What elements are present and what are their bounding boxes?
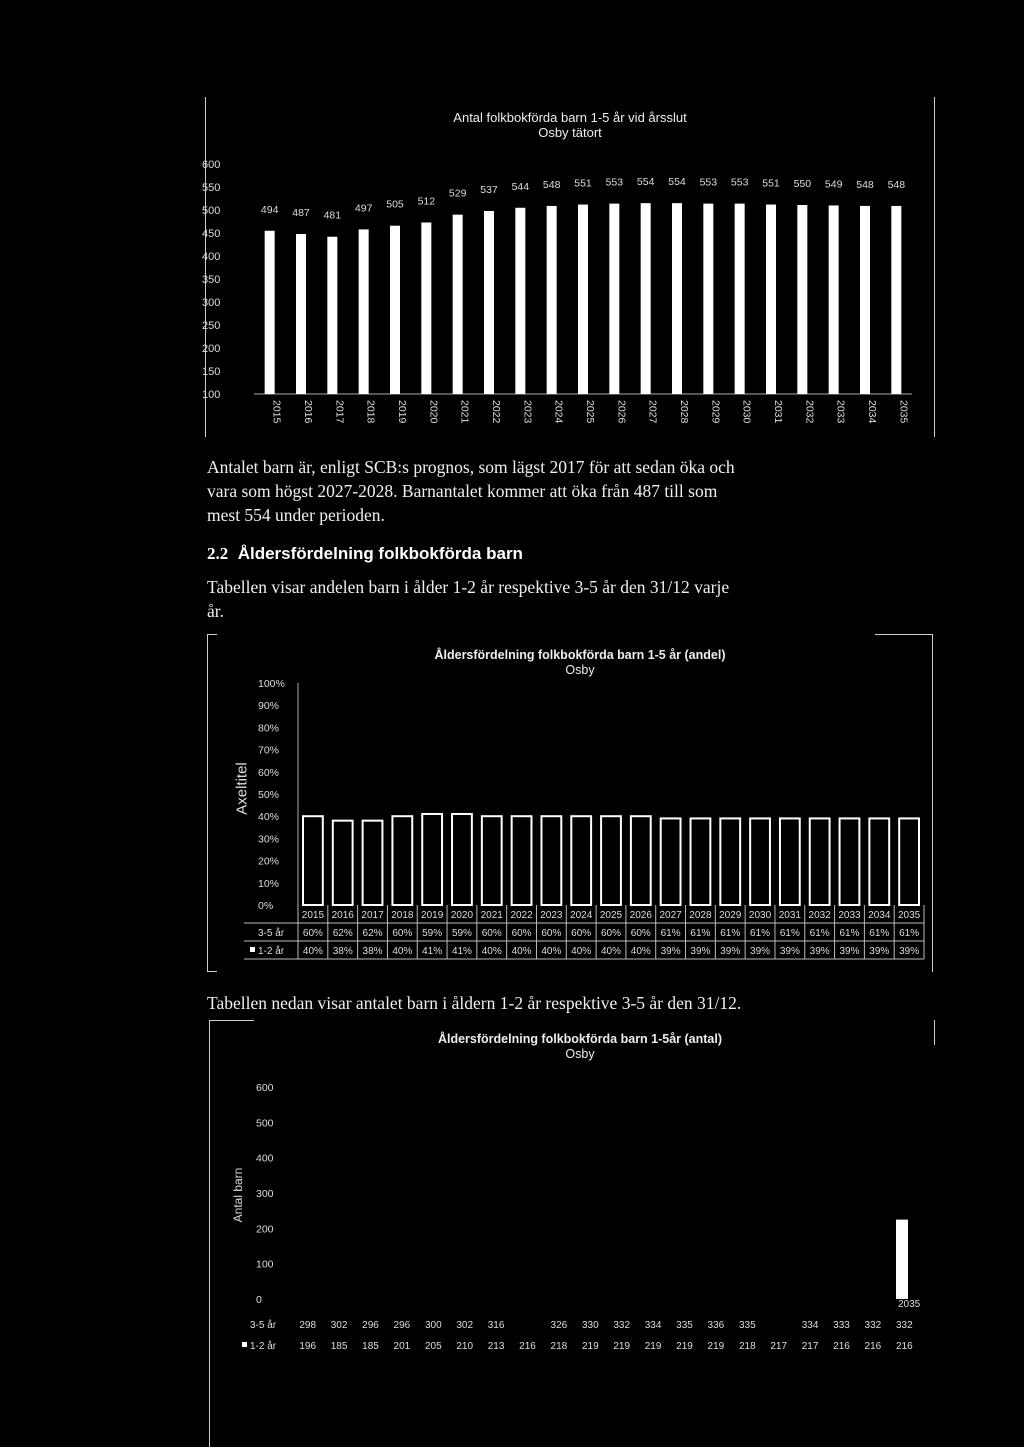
chart2-bar-1-2-ar [482,816,502,905]
chart3-table-cell: 216 [519,1341,536,1352]
chart1-data-label: 554 [668,176,686,189]
chart1-data-label: 548 [856,178,874,191]
chart2-table-cell: 40% [481,946,502,957]
chart1-bar [547,206,557,394]
chart2-frame-top [207,634,217,635]
chart2-bar-1-2-ar [363,821,383,905]
chart3-table-cell: 217 [801,1341,819,1352]
chart2-x-tick-label: 2019 [421,910,444,921]
paragraph-2: Tabellen nedan visar antalet barn i åldern 1-2 år respektive 3-5 år den 31/12. [207,993,742,1013]
chart3-table-cell: 213 [487,1341,505,1352]
chart1-bar [641,203,651,394]
chart3-table-cell: 216 [833,1341,850,1352]
chart2-bar-1-2-ar [631,816,651,905]
chart2-table-cell: 59% [451,928,472,939]
chart2-bar-chart [240,665,930,965]
chart3-table-cell: 333 [833,1320,850,1331]
chart3-table-cell: 326 [550,1320,568,1331]
chart1-bar [421,222,431,394]
chart1-x-tick-label: 2031 [772,400,784,424]
chart2-table-cell: 62% [332,928,353,939]
chart1-bar [703,204,713,394]
chart3-y-tick-label: 600 [256,1082,274,1094]
chart2-table-cell: 39% [690,946,711,957]
chart3-table-cell: 196 [299,1341,317,1352]
chart2-table-cell: 39% [899,946,920,957]
chart1-data-label: 553 [730,176,749,189]
chart3-table-cell: 219 [581,1341,599,1352]
chart1-data-label: 548 [542,178,561,191]
chart3-y-tick-label: 0 [256,1294,262,1306]
chart1-x-tick-label: 2022 [490,400,502,424]
chart2-bar-1-2-ar [661,818,681,905]
chart3-table-cell: 302 [330,1320,348,1331]
chart1-frame-right [934,97,935,437]
chart2-series-label: 1-2 år [258,946,285,957]
chart2-table-cell: 40% [600,946,622,957]
chart1-bar [265,231,275,394]
chart2-table-cell: 40% [630,946,651,957]
chart1-x-tick-label: 2027 [646,400,659,424]
chart2-table-cell: 39% [720,946,741,957]
chart1-data-label: 553 [605,176,624,189]
chart2-bar-1-2-ar [601,816,621,905]
chart2-table-cell: 61% [869,928,890,939]
chart1-x-tick-label: 2020 [427,400,440,424]
chart2-bar-1-2-ar [452,814,472,905]
chart3-table-cell: 330 [581,1320,599,1331]
chart2-x-tick-label: 2016 [331,910,354,921]
section-heading [207,544,523,564]
chart1-data-label: 551 [574,177,592,190]
paragraph-1-line: vara som högst 2027-2028. Barnantalet kommer att öka från 487 till som [207,481,718,501]
chart3-table-cell: 332 [864,1320,882,1331]
chart2-table-cell: 41% [422,946,443,957]
chart2-table-cell: 60% [571,928,592,939]
chart1-y-tick-label: 300 [202,297,221,309]
chart2-table-cell: 40% [392,946,413,957]
chart3-frame-top [209,1020,254,1021]
chart2-table-cell: 61% [720,928,741,939]
chart3-table-cell: 210 [456,1341,474,1352]
chart2-table-cell: 38% [362,946,383,957]
chart2-table-cell: 60% [600,928,622,939]
chart3-table-cell: 335 [676,1320,693,1331]
chart2-title: Åldersfördelning folkbokförda barn 1-5 år (andel) [434,648,726,662]
chart3-table-cell: 302 [456,1320,474,1331]
chart1-x-tick-label: 2015 [270,400,283,424]
chart1-data-label: 549 [824,178,843,191]
chart3-title: Åldersfördelning folkbokförda barn 1-5år (antal) [437,1032,723,1046]
paragraph-1-line: mest 554 under perioden. [207,505,385,525]
chart2-x-tick-label: 2026 [629,910,652,921]
section-title: Åldersfördelning folkbokförda barn [237,544,523,563]
chart1-data-label: 548 [887,178,906,191]
chart2-table-cell: 60% [392,928,413,939]
chart2-x-tick-label: 2024 [570,910,593,921]
chart3-table-cell: 216 [864,1341,882,1352]
chart1-bar [797,205,807,394]
chart1-data-label: 550 [793,178,812,190]
chart1-x-tick-label: 2033 [834,400,847,424]
chart1-bar [359,229,369,394]
chart3-y-tick-label: 100 [256,1258,274,1271]
chart3-series-label: 1-2 år [250,1341,277,1352]
chart2-bar-1-2-ar [780,818,800,905]
chart2-table-cell: 61% [690,928,711,939]
chart1-data-label: 487 [292,206,310,219]
chart2-bar-1-2-ar [750,818,770,905]
chart1-x-tick-label: 2028 [678,400,690,424]
chart3-table-cell: 205 [424,1341,442,1352]
chart2-series-label: 3-5 år [258,928,285,939]
chart1-data-label: 505 [386,198,404,211]
chart3-table-cell: 332 [895,1320,913,1331]
chart1-bar [484,211,494,394]
chart2-y-tick-label: 20% [258,855,280,868]
chart1-x-tick-label: 2034 [866,400,878,424]
chart2-x-tick-label: 2023 [540,910,563,921]
chart2-table-cell: 39% [809,946,830,957]
chart1-bar [515,208,525,394]
chart1-bar [829,205,839,394]
chart1-y-tick-label: 100 [202,389,221,401]
chart2-x-tick-label: 2033 [838,910,861,921]
chart2-table-cell: 61% [750,928,771,939]
chart2-legend-swatch [250,947,255,952]
chart2-y-tick-label: 90% [258,700,280,713]
chart1-bar [578,205,588,394]
chart1-y-tick-label: 450 [202,228,221,240]
chart1-y-tick-label: 350 [202,274,221,286]
chart2-bar-1-2-ar [392,816,412,905]
chart2-frame-bottom [207,971,217,972]
chart2-x-tick-label: 2021 [480,910,503,921]
chart2-table-cell: 38% [332,946,353,957]
chart2-table-cell: 40% [541,946,562,957]
chart1-data-label: 554 [636,176,655,189]
chart1-x-tick-label: 2030 [740,400,753,424]
chart2-table-cell: 60% [541,928,562,939]
paragraph-1 [207,455,827,527]
chart3-table-cell: 300 [424,1320,442,1331]
chart3-y-tick-label: 300 [256,1188,274,1200]
chart2-x-tick-label: 2025 [599,910,623,921]
chart2-y-tick-label: 30% [258,833,280,846]
section-intro-line: år. [207,601,225,621]
chart2-x-tick-label: 2018 [391,910,414,921]
chart2-bar-1-2-ar [810,818,830,905]
chart2-bar-1-2-ar [899,818,919,905]
chart2-bar-1-2-ar [303,816,323,905]
chart2-table-cell: 60% [511,928,532,939]
chart2-table-cell: 40% [302,946,323,957]
chart1-title: Antal folkbokförda barn 1-5 år vid årsslut [453,110,687,125]
chart3-frame-left [209,1020,210,1447]
chart1-x-tick-label: 2016 [302,400,314,424]
chart2-table-cell: 60% [630,928,651,939]
chart3-y-tick-label: 500 [256,1117,274,1130]
chart1-y-tick-label: 250 [202,320,221,332]
chart2-x-tick-label: 2034 [868,910,891,921]
chart1-bar [296,234,306,394]
section-intro-line: Tabellen visar andelen barn i ålder 1-2 år respektive 3-5 år den 31/12 varje [207,577,730,597]
chart1-y-tick-label: 550 [202,182,221,194]
chart2-table-cell: 39% [660,946,681,957]
chart2-subtitle: Osby [565,663,595,677]
section-number: 2.2 [207,544,229,563]
chart2-frame-right [932,634,933,972]
chart3-series-label: 3-5 år [250,1320,277,1331]
section-intro [207,575,827,623]
chart1-data-label: 553 [699,176,718,189]
chart2-y-tick-label: 50% [258,789,280,801]
chart2-table-cell: 39% [839,946,860,957]
chart1-data-label: 551 [762,177,780,190]
chart1-data-label: 481 [323,209,342,222]
chart2-table-cell: 61% [839,928,860,939]
chart3-table-cell: 219 [676,1341,693,1352]
chart1-x-tick-label: 2018 [364,400,377,424]
chart1-data-label: 537 [480,183,498,196]
chart3-table-cell: 217 [770,1341,788,1352]
chart3-table-cell: 334 [801,1320,819,1331]
chart2-x-tick-label: 2032 [808,910,831,921]
chart2-x-tick-label: 2030 [748,910,772,921]
chart1-x-tick-label: 2017 [333,400,346,424]
chart3-table-cell: 201 [393,1341,411,1352]
chart2-bar-1-2-ar [333,821,353,905]
chart1-y-tick-label: 500 [202,205,221,217]
chart2-frame-top-right [875,634,933,635]
chart3-bar-chart [240,1075,930,1375]
chart3-subtitle: Osby [565,1047,595,1061]
chart2-x-tick-label: 2031 [778,910,801,921]
chart3-title-block [380,1032,780,1062]
chart3-table-cell: 185 [362,1341,379,1352]
chart1-bar [609,204,619,394]
chart1-bar [891,206,901,394]
chart2-bar-1-2-ar [691,818,711,905]
chart2-y-tick-label: 10% [258,877,280,890]
chart1-subtitle: Osby tätort [538,125,602,140]
chart1-x-tick-label: 2024 [552,400,565,424]
chart3-bar-2035 [896,1220,908,1299]
chart1-data-label: 497 [354,202,373,215]
chart2-table-cell: 41% [451,946,472,957]
chart2-table-cell: 40% [511,946,532,957]
chart3-y-axis-title: Antal barn [231,1167,245,1223]
chart1-x-tick-label: 2032 [803,400,816,424]
chart3-table-cell: 296 [393,1320,411,1331]
chart2-y-tick-label: 80% [258,722,280,735]
chart1-bar [860,206,870,394]
chart2-table-cell: 61% [899,928,920,939]
paragraph-1-line: Antalet barn är, enligt SCB:s prognos, som lägst 2017 för att sedan öka och [207,457,735,477]
chart1-data-label: 494 [260,203,279,216]
chart1-y-tick-label: 400 [202,251,221,263]
chart2-bar-1-2-ar [840,818,860,905]
chart1-y-tick-label: 600 [202,159,221,171]
chart1-x-tick-label: 2019 [396,400,408,424]
chart2-bar-1-2-ar [869,818,889,905]
chart3-y-tick-label: 200 [256,1223,274,1236]
chart2-table-cell: 39% [750,946,771,957]
chart2-x-tick-label: 2028 [689,910,712,921]
chart3-table-cell: 216 [895,1341,913,1352]
chart2-table-cell: 39% [779,946,800,957]
chart1-x-tick-label: 2035 [897,400,910,424]
chart3-table-cell: 336 [707,1320,725,1331]
chart2-x-tick-label: 2022 [510,910,533,921]
chart1-bar [327,237,337,394]
chart1-data-label: 512 [417,195,436,208]
chart1-bar-chart [200,150,930,440]
chart2-bar-1-2-ar [512,816,532,905]
chart2-y-tick-label: 100% [258,678,285,690]
chart3-table-cell: 218 [550,1341,568,1352]
chart2-frame-left [207,634,208,972]
chart1-y-tick-label: 150 [202,366,221,378]
chart3-table-cell: 219 [707,1341,725,1352]
chart2-y-tick-label: 40% [258,811,280,824]
chart2-table-cell: 60% [481,928,502,939]
chart1-bar [735,204,745,394]
chart1-bar [672,203,682,394]
chart2-table-cell: 40% [571,946,592,957]
chart3-table-cell: 219 [644,1341,662,1352]
chart2-table-cell: 62% [362,928,383,939]
chart1-x-tick-label: 2023 [521,400,534,424]
chart3-table-cell: 296 [362,1320,379,1331]
chart1-x-tick-label: 2029 [709,400,722,424]
chart2-bar-1-2-ar [422,814,442,905]
chart2-bar-1-2-ar [720,818,740,905]
chart1-bar [390,226,400,394]
chart3-table-cell: 218 [738,1341,756,1352]
chart2-x-tick-label: 2027 [659,910,682,921]
chart1-x-tick-label: 2026 [615,400,628,424]
chart3-table-cell: 316 [487,1320,505,1331]
chart2-x-tick-label: 2029 [719,910,742,921]
chart3-table-cell: 334 [644,1320,662,1331]
chart2-y-tick-label: 0% [258,900,274,912]
chart3-table-cell: 335 [738,1320,756,1331]
chart2-y-tick-label: 60% [258,766,280,779]
chart1-title-block [380,110,760,140]
chart2-table-cell: 59% [422,928,443,939]
chart1-x-tick-label: 2021 [458,400,471,424]
chart3-table-cell: 185 [330,1341,348,1352]
chart3-table-cell: 298 [299,1320,317,1331]
chart2-x-tick-label: 2020 [450,910,474,921]
chart2-x-tick-label: 2015 [301,910,325,921]
chart2-table-cell: 60% [302,928,323,939]
chart1-x-tick-label: 2025 [584,400,596,424]
chart1-data-label: 529 [448,187,467,200]
chart1-bar [766,205,776,394]
chart3-table-cell: 219 [613,1341,631,1352]
chart3-frame-right [934,1020,935,1045]
chart1-data-label: 544 [511,180,530,193]
chart2-table-cell: 39% [869,946,890,957]
chart2-y-axis-title: Axeltitel [233,762,251,815]
chart1-y-tick-label: 200 [202,343,221,355]
chart3-legend-swatch [242,1342,247,1347]
chart3-table-cell: 332 [613,1320,631,1331]
chart2-x-tick-label: 2017 [361,910,384,921]
chart2-table-cell: 61% [809,928,830,939]
chart2-bar-1-2-ar [571,816,591,905]
chart2-bar-1-2-ar [541,816,561,905]
chart2-x-tick-label: 2035 [897,910,921,921]
chart1-bar [453,215,463,394]
chart3-x-tick-label: 2035 [898,1299,921,1310]
chart2-y-tick-label: 70% [258,744,280,757]
chart2-table-cell: 61% [779,928,800,939]
chart2-table-cell: 61% [660,928,681,939]
chart3-y-tick-label: 400 [256,1152,274,1165]
